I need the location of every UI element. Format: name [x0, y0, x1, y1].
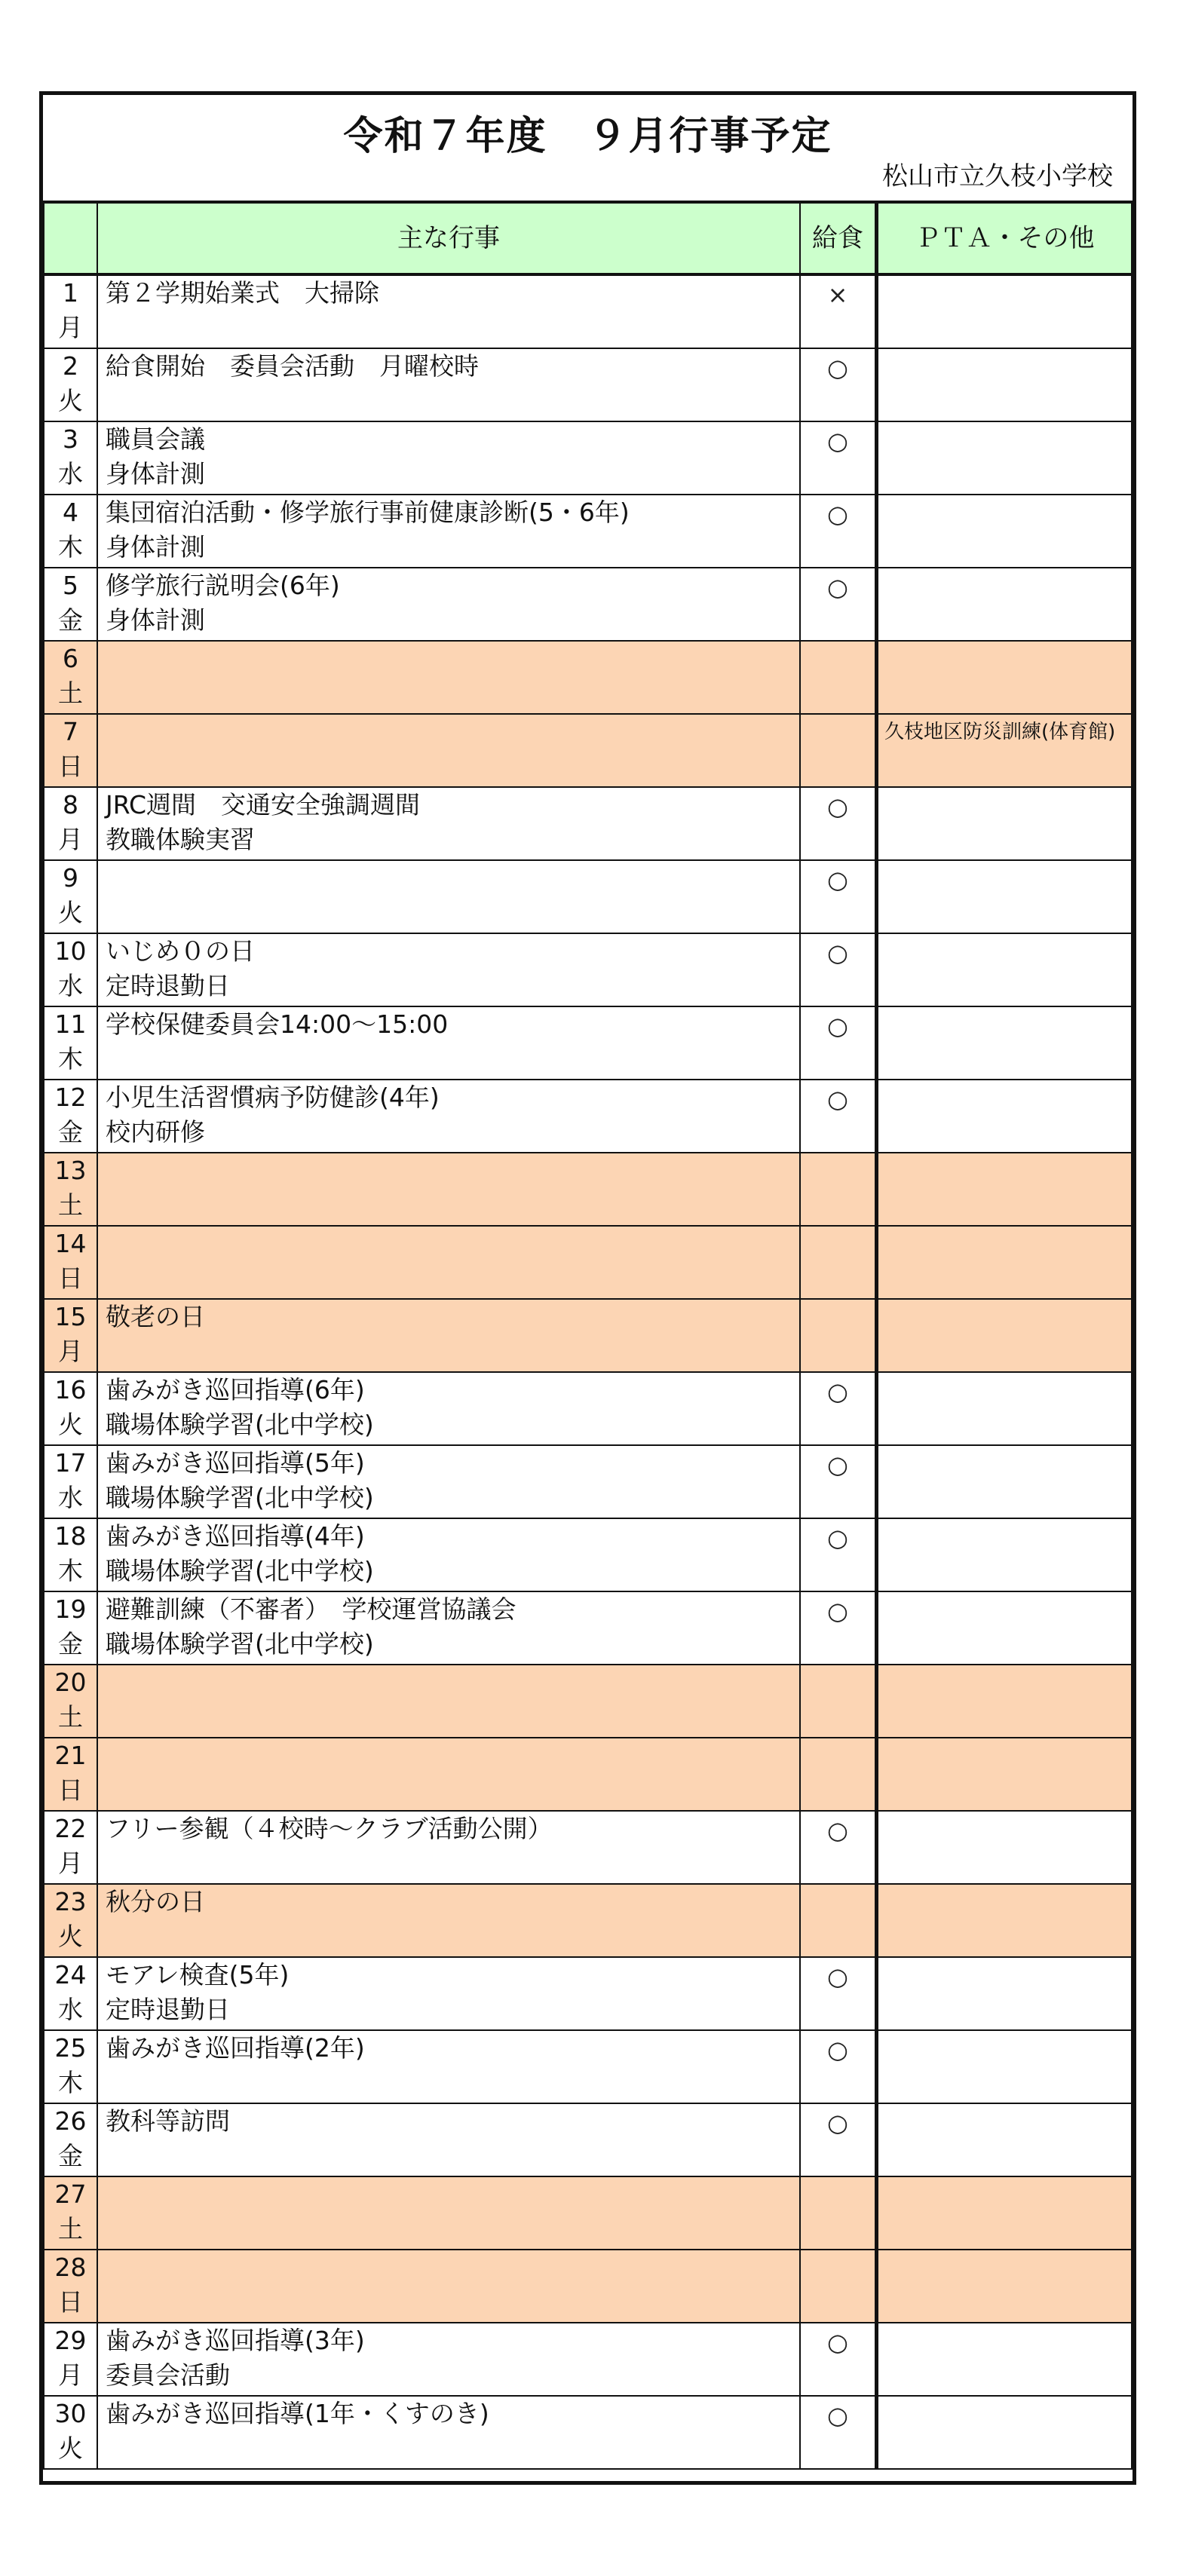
table-row [44, 2103, 1132, 2176]
pta-cell [877, 641, 1133, 714]
weekday: 火 [58, 898, 83, 927]
lunch-cell [800, 2030, 877, 2103]
table-row [44, 2030, 1132, 2103]
pta-cell [877, 860, 1133, 933]
lunch-cell [800, 1665, 877, 1738]
pta-cell [877, 495, 1133, 568]
date-cell [44, 1884, 97, 1957]
lunch-cell [800, 641, 877, 714]
event-line: 身体計測 [106, 532, 205, 562]
date-cell [44, 2323, 97, 2396]
event-cell [97, 1372, 800, 1445]
page-title: 令和７年度 ９月行事予定 [343, 114, 832, 159]
circle-mark-icon: ○ [827, 939, 848, 967]
date-cell [44, 1665, 97, 1738]
header-events: 主な行事 [97, 202, 800, 274]
lunch-cell [800, 860, 877, 933]
event-line: 小児生活習慣病予防健診(4年) [106, 1083, 440, 1112]
weekday: 月 [58, 825, 83, 854]
date-cell [44, 860, 97, 933]
lunch-cell [800, 1811, 877, 1884]
event-cell [97, 2323, 800, 2396]
lunch-cell [800, 933, 877, 1006]
pta-cell [877, 274, 1133, 348]
table-row [44, 495, 1132, 568]
table-row [44, 1738, 1132, 1811]
weekday: 月 [58, 1849, 83, 1878]
day-number: 11 [54, 1009, 87, 1039]
cross-mark-icon: × [827, 280, 848, 309]
date-cell [44, 274, 97, 348]
weekday: 水 [58, 1483, 83, 1512]
event-cell [97, 860, 800, 933]
day-number: 2 [63, 351, 78, 381]
weekday: 火 [58, 2434, 83, 2463]
pta-cell [877, 421, 1133, 495]
date-cell [44, 1080, 97, 1153]
weekday: 火 [58, 1922, 83, 1951]
day-number: 3 [63, 424, 78, 454]
lunch-cell [800, 495, 877, 568]
date-cell [44, 714, 97, 787]
table-row [44, 1153, 1132, 1226]
table-row [44, 274, 1132, 348]
event-cell [97, 1884, 800, 1957]
day-number: 6 [63, 644, 78, 673]
school-name: 松山市立久枝小学校 [882, 161, 1113, 191]
weekday: 木 [58, 532, 83, 562]
day-number: 1 [63, 278, 78, 308]
event-cell [97, 2030, 800, 2103]
day-number: 18 [54, 1521, 87, 1551]
circle-mark-icon: ○ [827, 2109, 848, 2137]
event-line: JRC週間 交通安全強調週間 [106, 790, 421, 819]
event-cell [97, 495, 800, 568]
table-row [44, 2176, 1132, 2250]
table-row [44, 933, 1132, 1006]
weekday: 土 [58, 1702, 83, 1732]
event-cell [97, 641, 800, 714]
day-number: 20 [54, 1668, 87, 1697]
event-cell [97, 1665, 800, 1738]
day-number: 14 [54, 1229, 87, 1258]
event-line: 定時退勤日 [106, 1995, 230, 2024]
lunch-cell [800, 1006, 877, 1080]
circle-mark-icon: ○ [827, 1377, 848, 1406]
day-number: 26 [54, 2106, 87, 2136]
lunch-cell [800, 787, 877, 860]
lunch-cell [800, 1518, 877, 1591]
day-number: 27 [54, 2179, 87, 2209]
weekday: 金 [58, 605, 83, 635]
event-line: 教科等訪問 [106, 2106, 230, 2136]
event-cell [97, 274, 800, 348]
circle-mark-icon: ○ [827, 1816, 848, 1845]
lunch-cell [800, 2103, 877, 2176]
date-cell [44, 1811, 97, 1884]
circle-mark-icon: ○ [827, 1524, 848, 1552]
table-row [44, 1665, 1132, 1738]
circle-mark-icon: ○ [827, 865, 848, 894]
day-number: 9 [63, 863, 78, 893]
date-cell [44, 641, 97, 714]
title-box [43, 95, 1133, 201]
table-row [44, 421, 1132, 495]
day-number: 16 [54, 1375, 87, 1404]
weekday: 土 [58, 1190, 83, 1220]
circle-mark-icon: ○ [827, 1962, 848, 1991]
circle-mark-icon: ○ [827, 1085, 848, 1113]
date-cell [44, 1153, 97, 1226]
table-row [44, 348, 1132, 421]
table-row [44, 1957, 1132, 2030]
pta-cell [877, 1738, 1133, 1811]
header-lunch: 給食 [800, 202, 877, 274]
event-line: 歯みがき巡回指導(4年) [106, 1521, 365, 1551]
day-number: 8 [63, 790, 78, 819]
circle-mark-icon: ○ [827, 354, 848, 382]
event-cell [97, 787, 800, 860]
day-number: 17 [54, 1448, 87, 1478]
circle-mark-icon: ○ [827, 2401, 848, 2430]
event-line: 身体計測 [106, 459, 205, 489]
table-row [44, 1811, 1132, 1884]
weekday: 金 [58, 2141, 83, 2170]
lunch-cell [800, 2323, 877, 2396]
lunch-cell [800, 1226, 877, 1299]
event-cell [97, 2250, 800, 2323]
lunch-cell [800, 2396, 877, 2469]
lunch-cell [800, 1738, 877, 1811]
event-cell [97, 2396, 800, 2469]
pta-cell [877, 1957, 1133, 2030]
weekday: 土 [58, 678, 83, 708]
pta-cell [877, 1445, 1133, 1518]
date-cell [44, 1957, 97, 2030]
weekday: 月 [58, 1337, 83, 1366]
event-line: 職員会議 [106, 424, 205, 454]
pta-cell [877, 1591, 1133, 1665]
date-cell [44, 1518, 97, 1591]
pta-cell [877, 2176, 1133, 2250]
lunch-cell [800, 274, 877, 348]
event-cell [97, 1957, 800, 2030]
pta-cell [877, 2103, 1133, 2176]
pta-cell [877, 2030, 1133, 2103]
date-cell [44, 2176, 97, 2250]
weekday: 水 [58, 971, 83, 1000]
event-cell [97, 1591, 800, 1665]
day-number: 10 [54, 936, 87, 966]
circle-mark-icon: ○ [827, 792, 848, 821]
event-cell [97, 1080, 800, 1153]
day-number: 29 [54, 2326, 87, 2355]
date-cell [44, 933, 97, 1006]
pta-cell [877, 1226, 1133, 1299]
table-row [44, 1080, 1132, 1153]
event-cell [97, 714, 800, 787]
weekday: 日 [58, 1775, 83, 1805]
weekday: 木 [58, 2068, 83, 2097]
date-cell [44, 2250, 97, 2323]
lunch-cell [800, 1080, 877, 1153]
event-cell [97, 348, 800, 421]
day-number: 24 [54, 1960, 87, 1989]
date-cell [44, 1591, 97, 1665]
weekday: 日 [58, 1263, 83, 1293]
day-number: 5 [63, 571, 78, 600]
day-number: 4 [63, 498, 78, 527]
weekday: 日 [58, 2287, 83, 2317]
pta-cell [877, 1811, 1133, 1884]
event-line: 職場体験学習(北中学校) [106, 1483, 374, 1512]
event-line: 給食開始 委員会活動 月曜校時 [106, 351, 479, 381]
table-row [44, 2250, 1132, 2323]
pta-cell [877, 933, 1133, 1006]
schedule-sheet [39, 91, 1136, 2485]
pta-cell [877, 1080, 1133, 1153]
day-number: 7 [63, 717, 78, 746]
date-cell [44, 1299, 97, 1372]
event-line: 敬老の日 [106, 1302, 205, 1331]
circle-mark-icon: ○ [827, 2328, 848, 2357]
lunch-cell [800, 1957, 877, 2030]
circle-mark-icon: ○ [827, 427, 848, 455]
lunch-cell [800, 1299, 877, 1372]
day-number: 28 [54, 2253, 87, 2282]
date-cell [44, 1226, 97, 1299]
table-header-row [44, 202, 1132, 274]
date-cell [44, 1445, 97, 1518]
date-cell [44, 1738, 97, 1811]
lunch-cell [800, 1372, 877, 1445]
lunch-cell [800, 568, 877, 641]
event-line: 身体計測 [106, 605, 205, 635]
day-number: 22 [54, 1814, 87, 1843]
table-row [44, 787, 1132, 860]
day-number: 21 [54, 1741, 87, 1770]
event-line: 職場体験学習(北中学校) [106, 1629, 374, 1659]
event-cell [97, 1811, 800, 1884]
event-cell [97, 1738, 800, 1811]
event-cell [97, 1153, 800, 1226]
pta-cell [877, 1372, 1133, 1445]
circle-mark-icon: ○ [827, 1012, 848, 1040]
event-line: 歯みがき巡回指導(6年) [106, 1375, 365, 1404]
pta-cell [877, 1884, 1133, 1957]
event-cell [97, 933, 800, 1006]
date-cell [44, 421, 97, 495]
table-row [44, 1372, 1132, 1445]
event-cell [97, 1226, 800, 1299]
date-cell [44, 2103, 97, 2176]
event-cell [97, 1518, 800, 1591]
table-row [44, 1226, 1132, 1299]
date-cell [44, 1006, 97, 1080]
event-cell [97, 1006, 800, 1080]
lunch-cell [800, 714, 877, 787]
event-line: 教職体験実習 [106, 825, 255, 854]
day-number: 19 [54, 1594, 87, 1624]
pta-cell [877, 348, 1133, 421]
table-row [44, 1591, 1132, 1665]
weekday: 月 [58, 2360, 83, 2390]
table-row [44, 1299, 1132, 1372]
pta-cell [877, 2323, 1133, 2396]
circle-mark-icon: ○ [827, 1597, 848, 1625]
pta-cell [877, 787, 1133, 860]
date-cell [44, 787, 97, 860]
pta-cell [877, 1518, 1133, 1591]
lunch-cell [800, 1591, 877, 1665]
table-row [44, 1884, 1132, 1957]
event-cell [97, 2176, 800, 2250]
event-cell [97, 2103, 800, 2176]
lunch-cell [800, 1884, 877, 1957]
event-cell [97, 568, 800, 641]
event-line: 歯みがき巡回指導(3年) [106, 2326, 365, 2355]
event-line: 歯みがき巡回指導(1年・くすのき) [106, 2399, 489, 2428]
event-cell [97, 421, 800, 495]
circle-mark-icon: ○ [827, 500, 848, 528]
weekday: 土 [58, 2214, 83, 2244]
weekday: 月 [58, 313, 83, 342]
pta-cell [877, 568, 1133, 641]
event-line: 定時退勤日 [106, 971, 230, 1000]
table-row [44, 860, 1132, 933]
weekday: 木 [58, 1044, 83, 1074]
weekday: 金 [58, 1629, 83, 1659]
pta-cell [877, 2250, 1133, 2323]
table-row [44, 1445, 1132, 1518]
pta-cell [877, 2396, 1133, 2469]
weekday: 日 [58, 752, 83, 781]
day-number: 13 [54, 1156, 87, 1185]
event-line: 集団宿泊活動・修学旅行事前健康診断(5・6年) [106, 498, 630, 527]
event-cell [97, 1299, 800, 1372]
weekday: 金 [58, 1117, 83, 1147]
lunch-cell [800, 421, 877, 495]
circle-mark-icon: ○ [827, 1450, 848, 1479]
date-cell [44, 2396, 97, 2469]
date-cell [44, 2030, 97, 2103]
day-number: 12 [54, 1083, 87, 1112]
day-number: 30 [54, 2399, 87, 2428]
weekday: 水 [58, 1995, 83, 2024]
header-date [44, 202, 97, 274]
event-line: 修学旅行説明会(6年) [106, 571, 340, 600]
pta-cell: 久枝地区防災訓練(体育館) [877, 714, 1133, 787]
table-row [44, 641, 1132, 714]
event-line: 学校保健委員会14:00～15:00 [106, 1009, 449, 1039]
event-line: いじめ０の日 [106, 936, 255, 966]
date-cell [44, 1372, 97, 1445]
day-number: 23 [54, 1887, 87, 1916]
event-line: 避難訓練（不審者） 学校運営協議会 [106, 1594, 516, 1624]
table-row [44, 568, 1132, 641]
event-line: 歯みがき巡回指導(2年) [106, 2033, 365, 2063]
event-line: 第２学期始業式 大掃除 [106, 278, 379, 308]
schedule-table [43, 201, 1133, 2470]
header-pta: ＰＴＡ・その他 [877, 202, 1133, 274]
lunch-cell [800, 1445, 877, 1518]
lunch-cell [800, 2176, 877, 2250]
circle-mark-icon: ○ [827, 573, 848, 602]
event-line: 委員会活動 [106, 2360, 230, 2390]
pta-cell [877, 1665, 1133, 1738]
date-cell [44, 568, 97, 641]
weekday: 火 [58, 1410, 83, 1439]
event-line: 秋分の日 [106, 1887, 205, 1916]
event-cell [97, 1445, 800, 1518]
weekday: 火 [58, 386, 83, 415]
table-row [44, 1518, 1132, 1591]
weekday: 水 [58, 459, 83, 489]
weekday: 木 [58, 1556, 83, 1585]
lunch-cell [800, 1153, 877, 1226]
table-row [44, 2396, 1132, 2469]
event-line: モアレ検査(5年) [106, 1960, 290, 1989]
lunch-cell [800, 348, 877, 421]
event-line: フリー参観（４校時～クラブ活動公開） [106, 1814, 553, 1843]
event-line: 職場体験学習(北中学校) [106, 1556, 374, 1585]
day-number: 25 [54, 2033, 87, 2063]
event-line: 職場体験学習(北中学校) [106, 1410, 374, 1439]
pta-cell [877, 1299, 1133, 1372]
date-cell [44, 348, 97, 421]
event-line: 歯みがき巡回指導(5年) [106, 1448, 365, 1478]
lunch-cell [800, 2250, 877, 2323]
day-number: 15 [54, 1302, 87, 1331]
pta-cell [877, 1006, 1133, 1080]
date-cell [44, 495, 97, 568]
table-row [44, 2323, 1132, 2396]
table-row [44, 1006, 1132, 1080]
table-row [44, 714, 1132, 787]
circle-mark-icon: ○ [827, 2035, 848, 2064]
pta-cell [877, 1153, 1133, 1226]
event-line: 校内研修 [106, 1117, 205, 1147]
